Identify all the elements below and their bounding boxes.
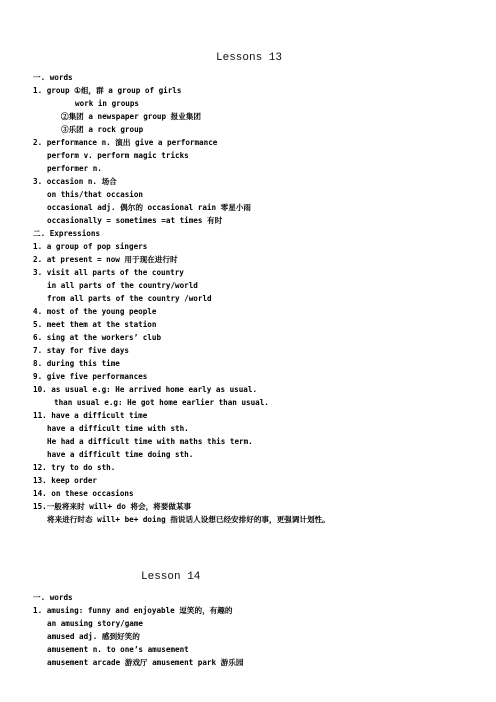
note-line [33, 656, 488, 669]
note-line-text: work in groups [75, 99, 140, 108]
note-line [33, 188, 488, 201]
note-line-text: 1. group ①组，群 a group of girls [33, 86, 182, 95]
note-line-text: 一. words [33, 73, 73, 82]
note-line [33, 461, 488, 474]
note-line-text: 13. keep order [33, 476, 98, 485]
lesson-14-title: Lesson 14 [141, 571, 201, 583]
lesson-13-notes [33, 71, 488, 526]
note-line-text: than usual e.g: He got home earlier than usual. [54, 398, 269, 407]
note-line [33, 513, 488, 526]
note-line-text: 6. sing at the workers’ club [33, 333, 162, 342]
note-line [33, 617, 488, 630]
note-line [33, 318, 488, 331]
note-line-text: on this/that occasion [47, 190, 144, 199]
note-line [33, 123, 488, 136]
note-line-text: ③乐团 a rock group [61, 125, 144, 134]
note-line [33, 435, 488, 448]
note-line [33, 279, 488, 292]
note-line-text: 10. as usual e.g: He arrived home early as usual. [33, 385, 258, 394]
note-line [33, 305, 488, 318]
note-line [33, 110, 488, 123]
note-line-text: performer n. [47, 164, 102, 173]
lesson-14-notes [33, 591, 488, 669]
note-line-text: 11. have a difficult time [33, 411, 148, 420]
note-line [33, 357, 488, 370]
note-line [33, 591, 488, 604]
note-line [33, 331, 488, 344]
note-line-text: 4. most of the young people [33, 307, 157, 316]
note-line [33, 292, 488, 305]
note-line-text: 将来进行时态 will+ be+ doing 指说话人设想已经安排好的事，更强调计划性。 [47, 515, 330, 524]
note-line-text: 8. during this time [33, 359, 120, 368]
note-line-text: 5. meet them at the station [33, 320, 157, 329]
note-line-text: occasionally = sometimes =at times 有时 [47, 216, 223, 225]
note-line-text: 15.一般将来时 will+ do 将会，将要做某事 [33, 502, 192, 511]
note-line [33, 500, 488, 513]
note-line [33, 149, 488, 162]
note-line-text: 12. try to do sth. [33, 463, 116, 472]
note-line-text: 9. give five performances [33, 372, 148, 381]
note-line-text: 1. amusing: funny and enjoyable 逗笑的，有趣的 [33, 606, 233, 615]
note-line-text: 一. words [33, 593, 73, 602]
note-line [33, 253, 488, 266]
note-line [33, 136, 488, 149]
note-line [33, 84, 488, 97]
note-line [33, 370, 488, 383]
note-line [33, 630, 488, 643]
note-line-text: have a difficult time with sth. [47, 424, 189, 433]
note-line [33, 344, 488, 357]
note-line [33, 409, 488, 422]
note-line [33, 487, 488, 500]
note-line-text: occasional adj. 偶尔的 occasional rain 零星小雨 [47, 203, 252, 212]
note-line [33, 240, 488, 253]
note-line [33, 71, 488, 84]
note-line [33, 201, 488, 214]
note-line-text: amusement arcade 游戏厅 amusement park 游乐园 [47, 658, 244, 667]
note-line [33, 474, 488, 487]
note-line-text: ②集团 a newspaper group 报业集团 [61, 112, 202, 121]
lesson-13-title: Lessons 13 [216, 52, 283, 64]
note-line [33, 643, 488, 656]
note-line-text: 1. a group of pop singers [33, 242, 148, 251]
note-line-text: 2. performance n. 演出 give a performance [33, 138, 218, 147]
note-line-text: 2. at present = now 用于现在进行时 [33, 255, 178, 264]
note-line [33, 162, 488, 175]
note-line [33, 383, 488, 396]
note-line-text: amused adj. 感到好笑的 [47, 632, 140, 641]
note-line-text: from all parts of the country /world [47, 294, 212, 303]
note-line [33, 422, 488, 435]
note-line [33, 214, 488, 227]
note-line [33, 175, 488, 188]
note-line [33, 448, 488, 461]
note-line-text: perform v. perform magic tricks [47, 151, 189, 160]
note-line-text: have a difficult time doing sth. [47, 450, 194, 459]
note-line-text: 3. occasion n. 场合 [33, 177, 117, 186]
note-line-text: He had a difficult time with maths this term. [47, 437, 253, 446]
note-line-text: in all parts of the country/world [47, 281, 198, 290]
note-line [33, 227, 488, 240]
note-line [33, 604, 488, 617]
note-line-text: 7. stay for five days [33, 346, 130, 355]
note-line-text: 二. Expressions [33, 229, 101, 238]
note-line [33, 396, 488, 409]
note-line-text: an amusing story/game [47, 619, 144, 628]
note-line-text: 3. visit all parts of the country [33, 268, 184, 277]
note-line-text: 14. on these occasions [33, 489, 134, 498]
note-line-text: amusement n. to one’s amusement [47, 645, 189, 654]
note-line [33, 266, 488, 279]
note-line [33, 97, 488, 110]
